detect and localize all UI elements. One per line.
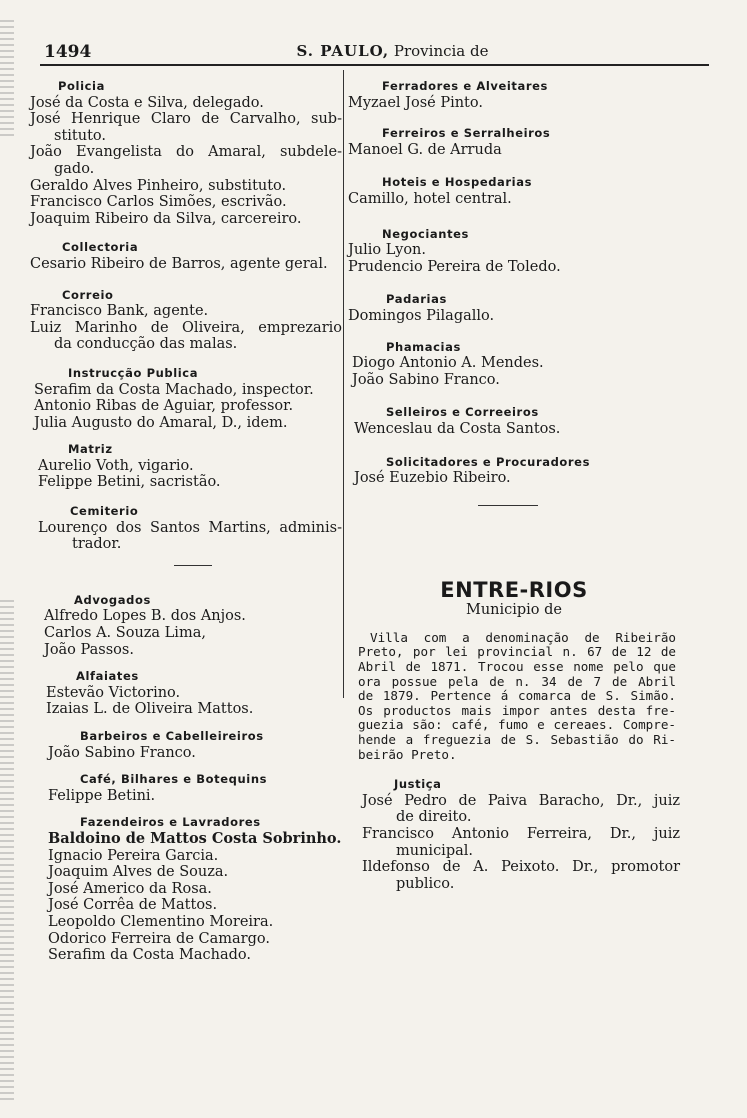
section-title: Correio xyxy=(62,287,114,302)
page-header xyxy=(34,42,711,64)
entry-line: Aurelio Voth, vigario. xyxy=(38,457,194,474)
description-line: Preto, por lei provincial n. 67 de 12 de xyxy=(358,644,676,660)
section-title: Solicitadores e Procuradores xyxy=(386,454,591,469)
entry-line: Luiz Marinho de Oliveira, emprezario xyxy=(30,319,342,336)
section-correio xyxy=(30,287,342,353)
entry-line: Myzael José Pinto. xyxy=(348,94,483,111)
entry-line: Estevão Victorino. xyxy=(46,684,181,701)
entry-line: Antonio Ribas de Aguiar, professor. xyxy=(34,398,294,415)
entry-line: José Euzebio Ribeiro. xyxy=(354,470,511,487)
description-line: Os productos mais impor antes desta fre- xyxy=(358,702,676,718)
section-selleiros xyxy=(348,404,680,437)
entry-line: José Pedro de Paiva Baracho, Dr., juiz xyxy=(362,792,680,809)
section-ferreiros xyxy=(348,125,680,158)
margin-specks xyxy=(0,20,14,140)
entry-line: Carlos A. Souza Lima, xyxy=(44,625,206,642)
section-cemiterio xyxy=(30,503,342,553)
section-title: Padarias xyxy=(386,292,447,307)
entry-line: Francisco Antonio Ferreira, Dr., juiz xyxy=(362,826,680,842)
page-number: 1494 xyxy=(44,42,92,62)
entry-line: Lourenço dos Santos Martins, adminis- xyxy=(38,519,342,536)
section-title: Café, Bilhares e Botequins xyxy=(80,772,268,787)
entry-line: Odorico Ferreira de Camargo. xyxy=(48,930,270,947)
section-barbeiros xyxy=(30,728,342,761)
right-column xyxy=(348,78,680,899)
entry-line: João Passos. xyxy=(44,641,134,658)
entry-line: Cesario Ribeiro de Barros, agente geral. xyxy=(30,255,328,272)
running-title xyxy=(34,42,711,60)
entry-line: José Henrique Claro de Carvalho, sub- xyxy=(30,111,342,128)
place-description xyxy=(348,631,680,762)
entry-line: trador. xyxy=(72,536,122,553)
entry-line: Wenceslau da Costa Santos. xyxy=(354,420,561,437)
section-cafe xyxy=(30,771,342,804)
entry-line: Diogo Antonio A. Mendes. xyxy=(352,355,544,372)
entry-line: José da Costa e Silva, delegado. xyxy=(30,94,264,111)
entry-line: Felippe Betini. xyxy=(48,787,156,804)
section-hoteis xyxy=(348,174,680,207)
running-title-bold: S. PAULO, xyxy=(296,42,390,60)
entry-line: gado. xyxy=(54,160,95,177)
entry-line: Domingos Pilagallo. xyxy=(348,307,495,324)
running-title-rest: Provincia de xyxy=(393,42,489,60)
description-line: guezia são: café, fumo e cereaes. Compre- xyxy=(358,717,676,733)
section-justica xyxy=(348,776,680,892)
entry-line: Joaquim Alves de Souza. xyxy=(48,864,229,881)
section-title: Phamacias xyxy=(386,339,461,354)
section-ferradores xyxy=(348,78,680,111)
section-title: Matriz xyxy=(68,442,113,457)
entry-line: Camillo, hotel central. xyxy=(348,190,512,207)
section-title: Barbeiros e Cabelleireiros xyxy=(80,729,264,743)
separator xyxy=(478,505,538,506)
section-title: Justiça xyxy=(394,777,442,792)
entry-line: Geraldo Alves Pinheiro, substituto. xyxy=(30,177,287,194)
section-title: Selleiros e Correeiros xyxy=(386,405,539,420)
left-column xyxy=(30,78,342,971)
place-subtitle: Municipio de xyxy=(465,602,563,619)
description-line: Abril de 1871. Trocou esse nome pelo que xyxy=(358,659,676,675)
description-line: Villa com a denominação de Ribeirão xyxy=(370,629,676,645)
section-title: Fazendeiros e Lavradores xyxy=(80,815,261,830)
header-rule xyxy=(40,64,709,66)
section-title: Ferradores e Alveitares xyxy=(382,79,549,93)
spacer xyxy=(348,520,680,574)
section-title: Hoteis e Hospedarias xyxy=(382,175,533,190)
entry-line: Serafim da Costa Machado, inspector. xyxy=(34,381,314,398)
section-policia xyxy=(30,78,342,227)
entry-line: Joaquim Ribeiro da Silva, carcereiro. xyxy=(30,210,302,227)
entry-line: Alfredo Lopes B. dos Anjos. xyxy=(44,608,246,625)
margin-specks xyxy=(0,600,14,1100)
section-fazendeiros xyxy=(30,814,342,963)
section-pharmacias xyxy=(348,339,680,389)
entry-line: Leopoldo Clementino Moreira. xyxy=(48,913,274,930)
section-title: Instrucção Publica xyxy=(68,365,199,380)
entry-line: João Sabino Franco. xyxy=(352,371,500,388)
place-title: ENTRE-RIOS xyxy=(440,577,588,602)
entry-line: da conducção das malas. xyxy=(54,336,238,353)
entry-line: Julia Augusto do Amaral, D., idem. xyxy=(34,414,288,431)
column-divider xyxy=(343,70,344,698)
entry-line: Ildefonso de A. Peixoto. Dr., promotor xyxy=(362,859,680,876)
section-matriz xyxy=(30,441,342,491)
entry-line: stituto. xyxy=(54,127,106,144)
entry-line: José Corrêa de Mattos. xyxy=(48,897,218,914)
description-line: beirão Preto. xyxy=(358,746,457,762)
entry-line: Manoel G. de Arruda xyxy=(348,141,502,158)
section-title: Policia xyxy=(58,79,105,93)
section-negociantes xyxy=(348,226,680,276)
description-line: ora possue pela de n. 34 de 7 de Abril xyxy=(358,673,676,689)
entry-line: de direito. xyxy=(396,809,472,826)
entry-line: João Evangelista do Amaral, subdele- xyxy=(30,144,342,161)
section-title: Negociantes xyxy=(382,226,470,241)
entry-line: Serafim da Costa Machado. xyxy=(48,947,251,964)
section-title: Cemiterio xyxy=(70,504,139,519)
section-advogados xyxy=(30,592,342,658)
section-collectoria xyxy=(30,239,342,272)
entry-line: Felippe Betini, sacristão. xyxy=(38,474,221,491)
section-title: Ferreiros e Serralheiros xyxy=(382,126,551,141)
section-instrucao xyxy=(30,365,342,431)
section-title: Collectoria xyxy=(62,240,139,255)
entry-line: Ignacio Pereira Garcia. xyxy=(48,847,219,864)
entry-line: José Americo da Rosa. xyxy=(48,880,212,897)
entry-line: João Sabino Franco. xyxy=(48,744,196,761)
section-alfaiates xyxy=(30,668,342,718)
entry-line: Prudencio Pereira de Toledo. xyxy=(348,258,561,275)
description-line: hende a freguezia de S. Sebastião do Ri- xyxy=(358,732,676,748)
section-title: Advogados xyxy=(74,592,151,607)
entry-line: publico. xyxy=(396,875,455,892)
section-title: Alfaiates xyxy=(76,669,139,684)
entry-line: Baldoino de Mattos Costa Sobrinho. xyxy=(48,829,342,847)
section-solicitadores xyxy=(348,454,680,487)
entry-line: municipal. xyxy=(396,842,473,859)
entry-line: Francisco Carlos Simões, escrivão. xyxy=(30,194,287,211)
description-line: de 1879. Pertence á comarca de S. Simão. xyxy=(358,688,676,704)
entry-line: Julio Lyon. xyxy=(348,242,427,259)
entry-line: Francisco Bank, agente. xyxy=(30,303,209,320)
entry-line: Izaias L. de Oliveira Mattos. xyxy=(46,701,254,718)
section-padarias xyxy=(348,291,680,324)
separator xyxy=(174,565,212,566)
